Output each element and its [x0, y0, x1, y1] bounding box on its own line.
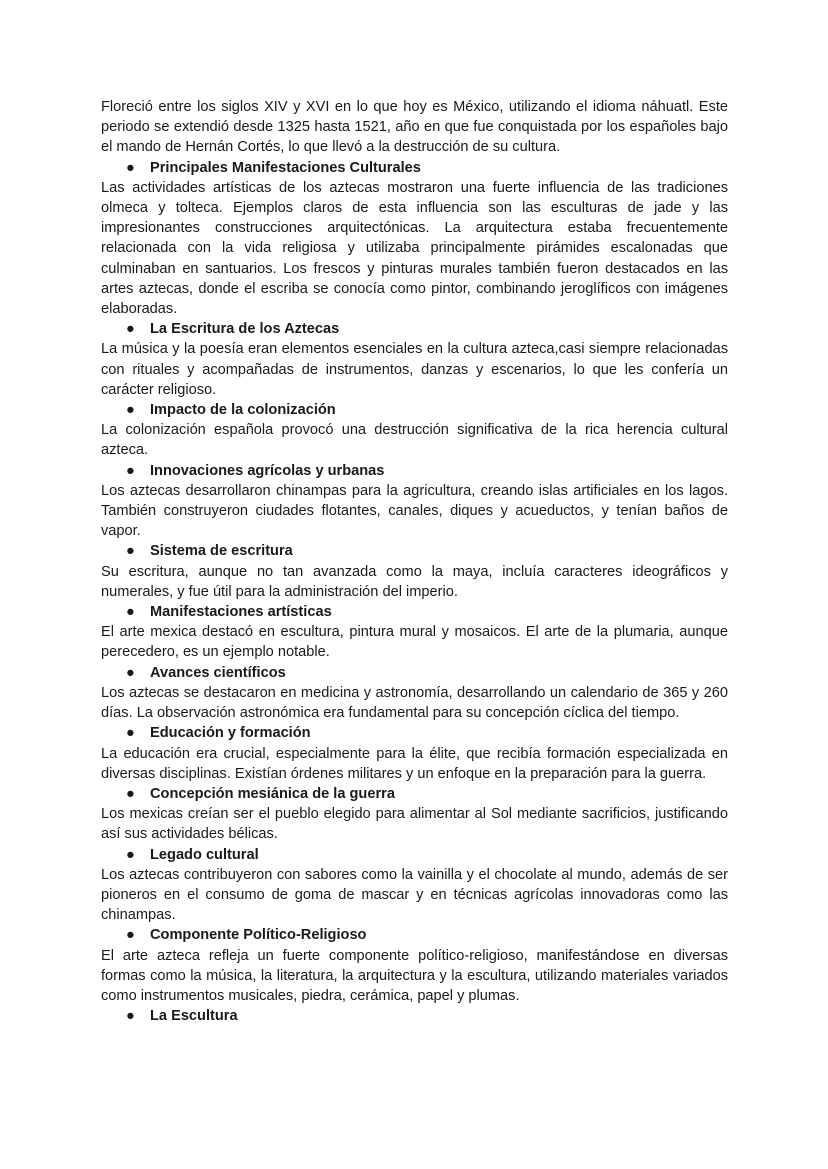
- section: [101, 845, 728, 926]
- section: [101, 319, 728, 400]
- bullet-icon: ●: [126, 927, 135, 944]
- section-body: Los aztecas se destacaron en medicina y astronomía, desarrollando un calendario de 365 y 260 días. La observación astronómica era fundamental para su concepción cíclica del tiempo.: [101, 684, 728, 722]
- section-heading: ● Principales Manifestaciones Culturales: [101, 158, 728, 178]
- bullet-icon: ●: [126, 543, 135, 560]
- section-heading: ● Impacto de la colonización: [101, 400, 728, 420]
- section-heading: ● Manifestaciones artísticas: [101, 602, 728, 622]
- section-body: El arte azteca refleja un fuerte componente político-religioso, manifestándose en diversas formas como la música, la literatura, la arquitectura y la escultura, utilizando materiales variados como instrumentos musicales, piedra, cerámica, papel y plumas.: [101, 947, 728, 1004]
- section-heading: ● Educación y formación: [101, 723, 728, 743]
- section-body: Los mexicas creían ser el pueblo elegido para alimentar al Sol mediante sacrificios, justificando así sus actividades bélicas.: [101, 806, 728, 843]
- section: [101, 461, 728, 542]
- section-heading: ● Sistema de escritura: [101, 541, 728, 561]
- bullet-icon: ●: [126, 725, 135, 742]
- section-heading: ● Legado cultural: [101, 845, 728, 865]
- document-page: [101, 97, 728, 1026]
- section: [101, 602, 728, 663]
- section-heading: ● La Escultura: [101, 1006, 728, 1026]
- section-heading: ● Avances científicos: [101, 663, 728, 683]
- section-heading: ● Componente Político-Religioso: [101, 925, 728, 945]
- section-heading: ● La Escritura de los Aztecas: [101, 319, 728, 339]
- section-body: La educación era crucial, especialmente para la élite, que recibía formación especializada en diversas disciplinas. Existían órdenes militares y un enfoque en la preparación para la guerra.: [101, 745, 728, 782]
- section-body: La colonización española provocó una destrucción significativa de la rica herencia cultural azteca.: [101, 422, 728, 459]
- section-body: Los aztecas desarrollaron chinampas para la agricultura, creando islas artificiales en los lagos. También construyeron ciudades flotantes, canales, diques y acueductos, y tenían baños de vapor.: [101, 482, 728, 540]
- intro-paragraph: Floreció entre los siglos XIV y XVI en lo que hoy es México, utilizando el idioma náhuatl. Este periodo se extendió desde 1325 hasta 1521, año en que fue conquistada por los españoles bajo el mando de Hernán Cortés, lo que llevó a la destrucción de su cultura.: [101, 99, 728, 156]
- bullet-icon: ●: [126, 462, 135, 479]
- section-body: El arte mexica destacó en escultura, pintura mural y mosaicos. El arte de la plumaria, aunque perecedero, es un ejemplo notable.: [101, 624, 728, 661]
- section-body: Su escritura, aunque no tan avanzada como la maya, incluía caracteres ideográficos y numerales, y fue útil para la administración del imperio.: [101, 563, 728, 600]
- bullet-icon: ●: [126, 159, 135, 176]
- section: [101, 925, 728, 1006]
- section: [101, 400, 728, 461]
- section: [101, 723, 728, 784]
- bullet-icon: ●: [126, 846, 135, 863]
- section-body: Los aztecas contribuyeron con sabores como la vainilla y el chocolate al mundo, además de ser pioneros en el consumo de goma de mascar y en técnicas agrícolas innovadoras como las chinampas.: [101, 866, 728, 924]
- section-body: La música y la poesía eran elementos esenciales en la cultura azteca,casi siempre relacionadas con rituales y acompañadas de instrumentos, danzas y escenarios, lo que les confería un carácter religioso.: [101, 341, 728, 398]
- bullet-icon: ●: [126, 664, 135, 681]
- section-heading: ● Innovaciones agrícolas y urbanas: [101, 461, 728, 481]
- section: [101, 1006, 728, 1026]
- bullet-icon: ●: [126, 604, 135, 621]
- section: [101, 663, 728, 724]
- bullet-icon: ●: [126, 1008, 135, 1025]
- section: [101, 784, 728, 845]
- bullet-icon: ●: [126, 321, 135, 338]
- section: [101, 158, 728, 320]
- section-heading: ● Concepción mesiánica de la guerra: [101, 784, 728, 804]
- section-body: Las actividades artísticas de los aztecas mostraron una fuerte influencia de las tradiciones olmeca y tolteca. Ejemplos claros de esta influencia son las esculturas de jade y las impresionantes construcciones arquitectónicas. La arquitectura estaba frecuentemente relacionada con la vida religiosa y utilizaba principalmente pirámides escalonadas que culminaban en santuarios. Los frescos y pinturas murales también fueron destacados en las artes aztecas, donde el escriba se conocía como pintor, combinando jeroglíficos con imágenes elaboradas.: [101, 179, 728, 318]
- bullet-icon: ●: [126, 785, 135, 802]
- section: [101, 541, 728, 602]
- bullet-icon: ●: [126, 402, 135, 419]
